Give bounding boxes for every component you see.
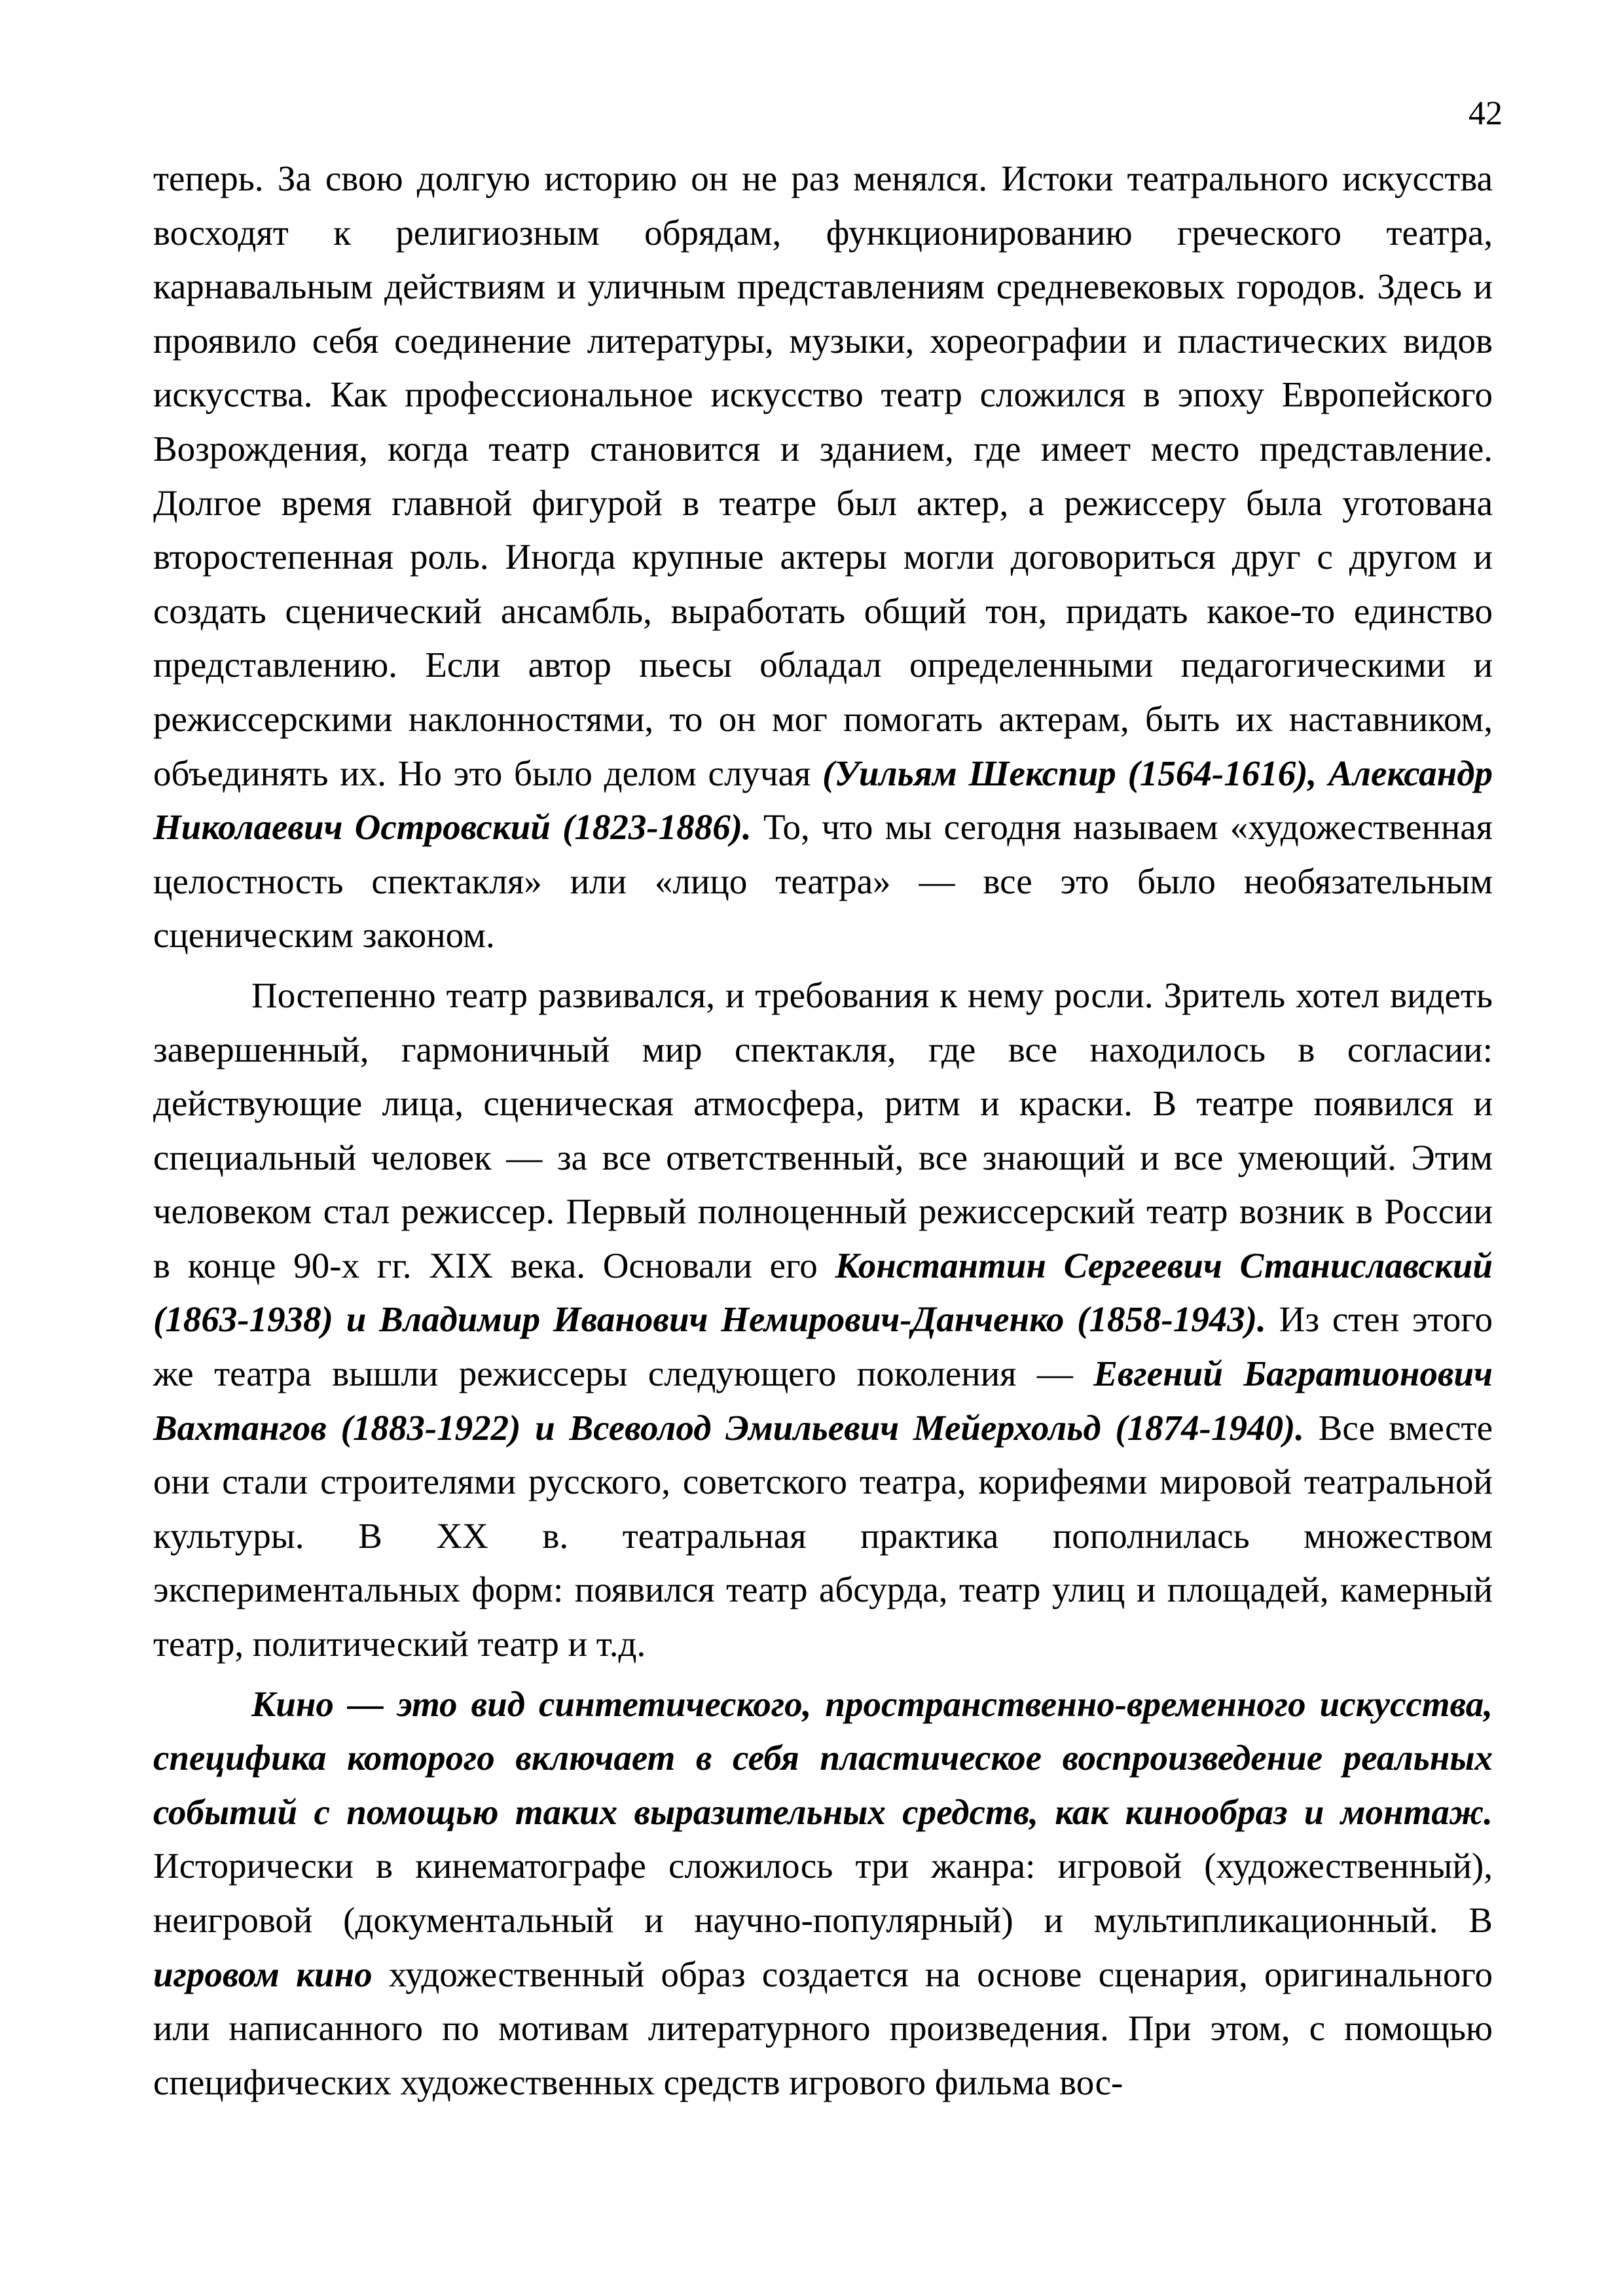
emphasis-run: (Уильям Шекспир (1564-1616), Александр Николаевич Островский (1823-1886). xyxy=(153,753,1493,848)
paragraph xyxy=(153,1677,1493,2110)
text-run: Все вместе они стали строителями русского, советского театра, корифеями мировой театральной культуры. В XX в. театральная практика пополнилась множеством экспериментальных форм: появился театр абсурда, театр улиц и площадей, камерный театр, политический театр и т.д. xyxy=(153,1407,1493,1664)
text-run: теперь. За свою долгую историю он не раз менялся. Истоки театрального искусства восходят к религиозным обрядам, функционированию греческого театра, карнавальным действиям и уличным представлениям средневековых городов. Здесь и проявило себя соединение литературы, музыки, хореографии и пластических видов искусства. Как профессиональное искусство театр сложился в эпоху Европейского Возрождения, когда театр становится и зданием, где имеет место представление. Долгое время главной фигурой в театре был актер, а режиссеру была уготована второстепенная роль. Иногда крупные актеры могли договориться друг с другом и создать сценический ансамбль, выработать общий тон, придать какое-то единство представлению. Если автор пьесы обладал определенными педагогическими и режиссерскими наклонностями, то он мог помогать актерам, быть их наставником, объединять их. Но это было делом случая xyxy=(153,158,1493,793)
text-run: Исторически в кинематографе сложилось три жанра: игровой (художественный), неигровой (документальный и научно-популярный) и мультипликационный. В xyxy=(153,1846,1493,1940)
page-number: 42 xyxy=(1468,95,1503,132)
paragraph xyxy=(153,969,1493,1672)
text-run: Постепенно театр развивался, и требования к нему росли. Зритель хотел видеть завершенный, гармоничный мир спектакля, где все находилось в согласии: действующие лица, сценическая атмосфера, ритм и краски. В театре появился и специальный человек — за все ответственный, все знающий и все умеющий. Этим человеком стал режиссер. Первый полноценный режиссерский театр возник в России в конце 90-х гг. XIX века. Основали его xyxy=(153,975,1493,1285)
emphasis-run: игровом кино xyxy=(153,1954,373,1994)
emphasis-run: Евгений Багратионович Вахтангов (1883-1922) и Всеволод Эмильевич Мейерхольд (1874-1940). xyxy=(153,1354,1493,1448)
emphasis-run: Константин Сергеевич Станиславский (1863-1938) и Владимир Иванович Немирович-Данченко (1858-1943). xyxy=(153,1245,1493,1340)
paragraph xyxy=(153,152,1493,963)
body-text xyxy=(153,152,1493,2109)
text-run: То, что мы сегодня называем «художественная целостность спектакля» или «лицо театра» — все это было необязательным сценическим законом. xyxy=(153,807,1493,956)
text-run: художественный образ создается на основе сценария, оригинального или написанного по мотивам литературного произведения. При этом, с помощью специфических художественных средств игрового фильма вос- xyxy=(153,1954,1493,2102)
emphasis-run: Кино — это вид синтетического, пространственно-временного искусства, специфика которого включает в себя пластическое воспроизведение реальных событий с помощью таких выразительных средств, как кинообраз и монтаж. xyxy=(153,1683,1493,1832)
text-run: Из стен этого же театра вышли режиссеры следующего поколения — xyxy=(153,1299,1493,1394)
